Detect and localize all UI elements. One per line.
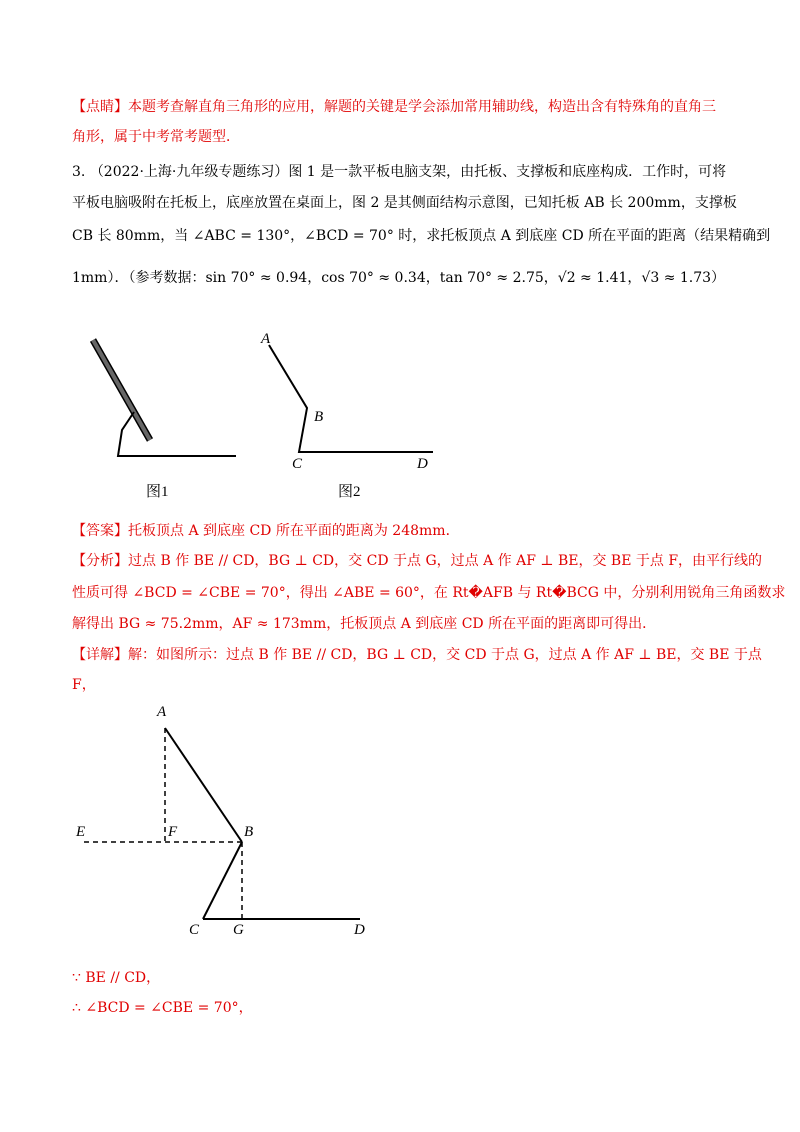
analysis-line-3: 解得出 BG ≈ 75.2mm，AF ≈ 173mm，托板顶点 A 到底座 CD 所在平面的距离即可得出．	[72, 616, 657, 632]
detail-text-1: 解：如图所示：过点 B 作 BE // CD，BG ⊥ CD，交 CD 于点 G，过点 A 作 AF ⊥ BE，交 BE 于点	[128, 647, 762, 663]
figure-3-construction	[70, 700, 400, 950]
detail-line-2: F，	[72, 677, 96, 693]
dianjing-tag: 【点睛】	[72, 99, 128, 115]
figure-1-tablet-stand	[80, 330, 250, 500]
fig2-point-a: A	[261, 331, 271, 347]
detail-tag: 【详解】	[72, 647, 128, 663]
answer-tag: 【答案】	[72, 523, 128, 539]
dianjing-line-1	[72, 97, 716, 117]
fig3-point-g: G	[233, 922, 244, 938]
fig3-point-b: B	[244, 824, 254, 840]
fig3-point-c: C	[189, 922, 200, 938]
problem-text-1: （2022·上海·九年级专题练习）图 1 是一款平板电脑支架，由托板、支撑板和底座构成．工作时，可将	[89, 164, 727, 180]
dianjing-line-2: 角形，属于中考常考题型．	[72, 129, 240, 145]
detail-line-1	[72, 645, 762, 665]
fig2-point-d: D	[417, 456, 428, 472]
problem-line-3: CB 长 80mm，当 ∠ABC = 130°，∠BCD = 70° 时，求托板顶点 A 到底座 CD 所在平面的距离（结果精确到	[72, 228, 771, 244]
problem-number: 3.	[72, 164, 86, 180]
tablet-board-fill	[93, 340, 150, 440]
answer-line	[72, 521, 460, 541]
analysis-line-1	[72, 551, 762, 571]
fig3-point-f: F	[168, 824, 178, 840]
step-1: ∵ BE // CD，	[72, 970, 161, 986]
figure-2-lines	[269, 345, 433, 452]
problem-line-2: 平板电脑吸附在托板上，底座放置在桌面上，图 2 是其侧面结构示意图，已知托板 AB 长 200mm，支撑板	[72, 195, 737, 211]
fig3-point-e: E	[76, 824, 86, 840]
step-2: ∴ ∠BCD = ∠CBE = 70°，	[72, 1000, 253, 1016]
problem-line-4: 1mm）．（参考数据：sin 70° ≈ 0.94，cos 70° ≈ 0.34，tan 70° ≈ 2.75，√2 ≈ 1.41，√3 ≈ 1.73）	[72, 270, 726, 286]
fig3-point-a: A	[157, 704, 167, 720]
analysis-tag: 【分析】	[72, 553, 128, 569]
fig2-point-c: C	[292, 456, 303, 472]
analysis-text-1: 过点 B 作 BE // CD，BG ⊥ CD，交 CD 于点 G，过点 A 作 AF ⊥ BE，交 BE 于点 F，由平行线的	[128, 553, 763, 569]
problem-line-1	[72, 162, 726, 182]
dianjing-text-1: 本题考查解直角三角形的应用，解题的关键是学会添加常用辅助线，构造出含有特殊角的直角三	[128, 99, 716, 115]
answer-text: 托板顶点 A 到底座 CD 所在平面的距离为 248mm．	[128, 523, 460, 539]
analysis-line-2: 性质可得 ∠BCD = ∠CBE = 70°，得出 ∠ABE = 60°，在 Rt�AFB 与 Rt�BCG 中，分别利用锐角三角函数求	[72, 585, 786, 601]
segment-bc	[203, 842, 242, 919]
figure-1-label: 图1	[146, 484, 169, 500]
figure-2-label: 图2	[338, 484, 361, 500]
fig3-point-d: D	[354, 922, 365, 938]
fig2-point-b: B	[314, 409, 324, 425]
